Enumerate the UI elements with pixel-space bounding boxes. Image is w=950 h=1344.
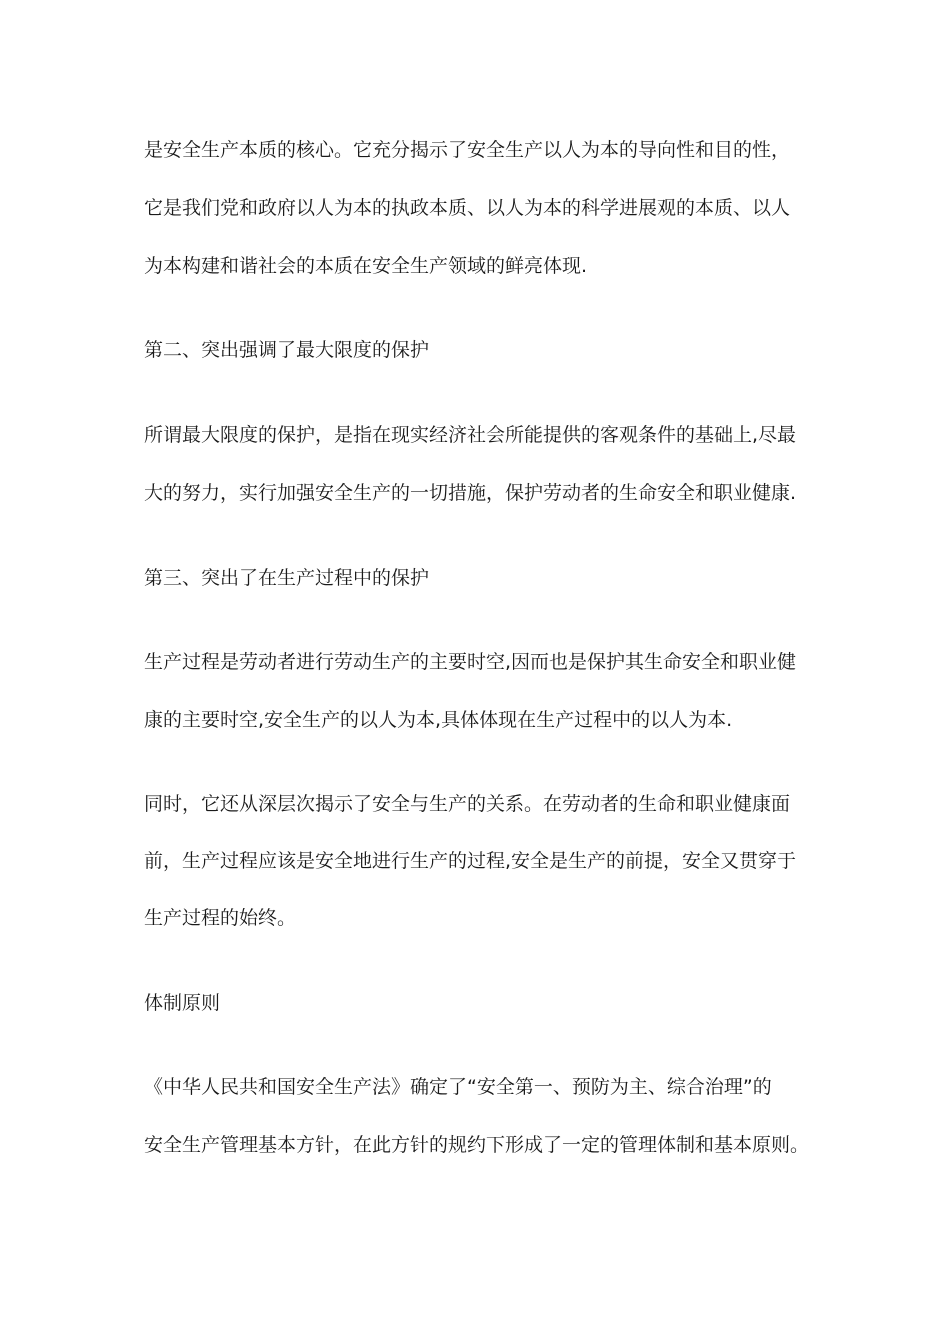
paragraph-line: 所谓最大限度的保护，是指在现实经济社会所能提供的客观条件的基础上,尽最: [144, 424, 797, 446]
section-heading: 体制原则: [144, 992, 221, 1014]
paragraph-line: 它是我们党和政府以人为本的执政本质、以人为本的科学进展观的本质、以人: [144, 197, 791, 219]
paragraph-line: 为本构建和谐社会的本质在安全生产领域的鲜亮体现.: [144, 255, 588, 277]
paragraph-line: 生产过程是劳动者进行劳动生产的主要时空,因而也是保护其生命安全和职业健: [144, 651, 797, 673]
paragraph-line: 是安全生产本质的核心。它充分揭示了安全生产以人为本的导向性和目的性，: [144, 139, 791, 161]
paragraph-line: 大的努力，实行加强安全生产的一切措施，保护劳动者的生命安全和职业健康.: [144, 482, 797, 504]
paragraph-line: 生产过程的始终。: [144, 907, 297, 929]
paragraph-line: 《中华人民共和国安全生产法》确定了“安全第一、预防为主、综合治理”的: [144, 1076, 772, 1098]
paragraph-line: 康的主要时空,安全生产的以人为本,具体体现在生产过程中的以人为本.: [144, 709, 733, 731]
paragraph-line: 前，生产过程应该是安全地进行生产的过程,安全是生产的前提，安全又贯穿于: [144, 850, 797, 872]
paragraph-line: 安全生产管理基本方针，在此方针的规约下形成了一定的管理体制和基本原则。: [144, 1134, 810, 1156]
paragraph-line: 同时，它还从深层次揭示了安全与生产的关系。在劳动者的生命和职业健康面: [144, 793, 791, 815]
section-heading: 第三、突出了在生产过程中的保护: [144, 567, 430, 589]
section-heading: 第二、突出强调了最大限度的保护: [144, 339, 430, 361]
